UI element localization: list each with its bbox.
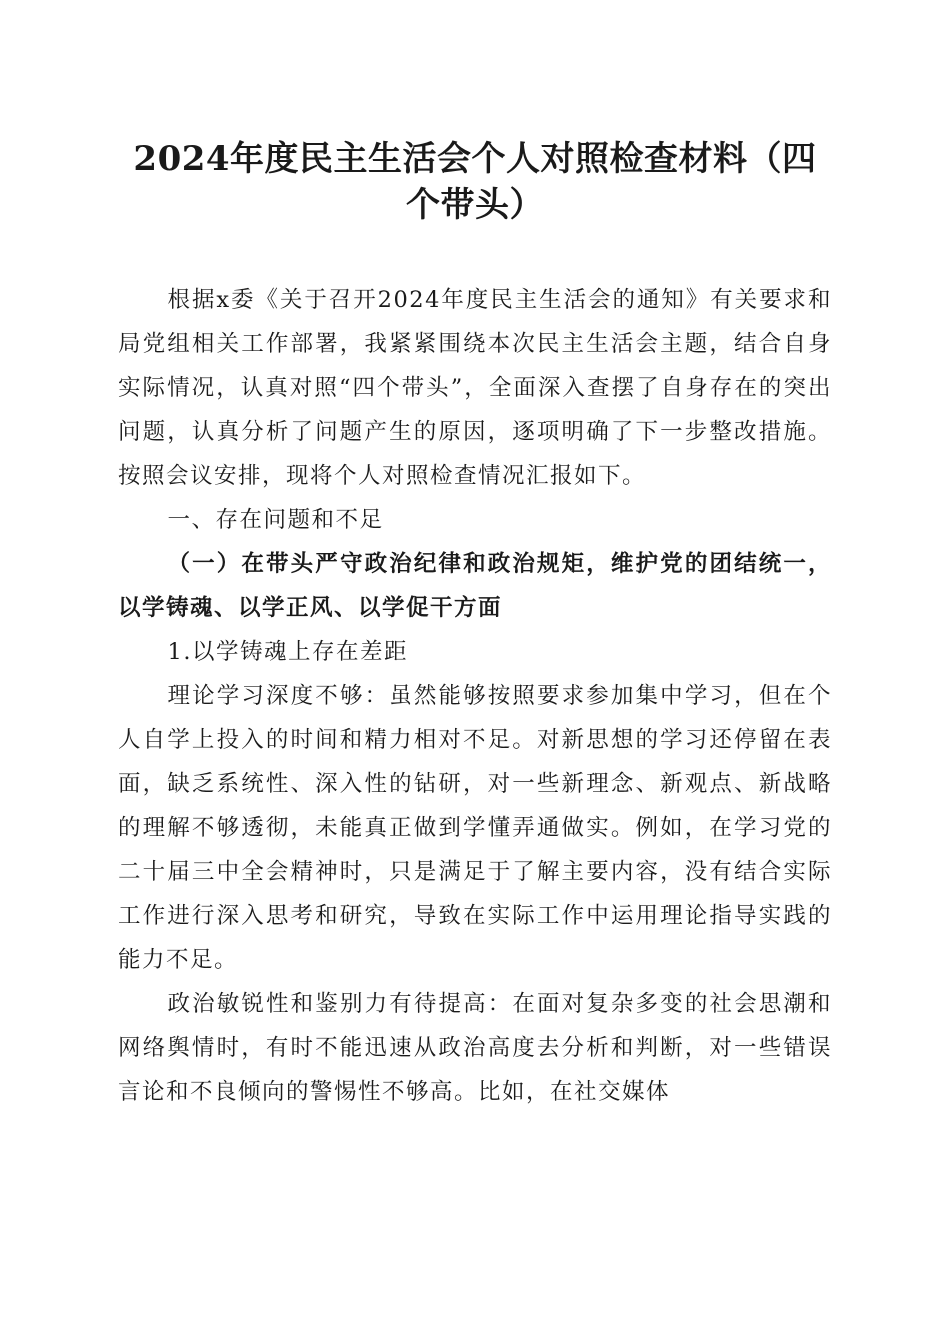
- document-title: 2024年度民主生活会个人对照检查材料（四个带头）: [133, 139, 817, 225]
- intro-paragraph: 根据x委《关于召开2024年度民主生活会的通知》有关要求和局党组相关工作部署，我紧紧围绕本次民主生活会主题，结合自身实际情况，认真对照“四个带头”，全面深入查摆了自身存在的突出问题，认真分析了问题产生的原因，逐项明确了下一步整改措施。按照会议安排，现将个人对照检查情况汇报如下。: [118, 287, 832, 489]
- document-body: [118, 278, 832, 1114]
- subsection-heading: （一）在带头严守政治纪律和政治规矩，维护党的团结统一，以学铸魂、以学正风、以学促干方面: [118, 551, 832, 621]
- body-paragraph: 政治敏锐性和鉴别力有待提高：在面对复杂多变的社会思潮和网络舆情时，有时不能迅速从政治高度去分析和判断，对一些错误言论和不良倾向的警惕性不够高。比如，在社交媒体: [118, 991, 832, 1105]
- section-heading: 一、存在问题和不足: [167, 507, 384, 533]
- item-heading: 1.以学铸魂上存在差距: [167, 639, 408, 665]
- body-paragraph: 理论学习深度不够：虽然能够按照要求参加集中学习，但在个人自学上投入的时间和精力相对不足。对新思想的学习还停留在表面，缺乏系统性、深入性的钻研，对一些新理念、新观点、新战略的理解不够透彻，未能真正做到学懂弄通做实。例如，在学习党的二十届三中全会精神时，只是满足于了解主要内容，没有结合实际工作进行深入思考和研究，导致在实际工作中运用理论指导实践的能力不足。: [118, 683, 832, 973]
